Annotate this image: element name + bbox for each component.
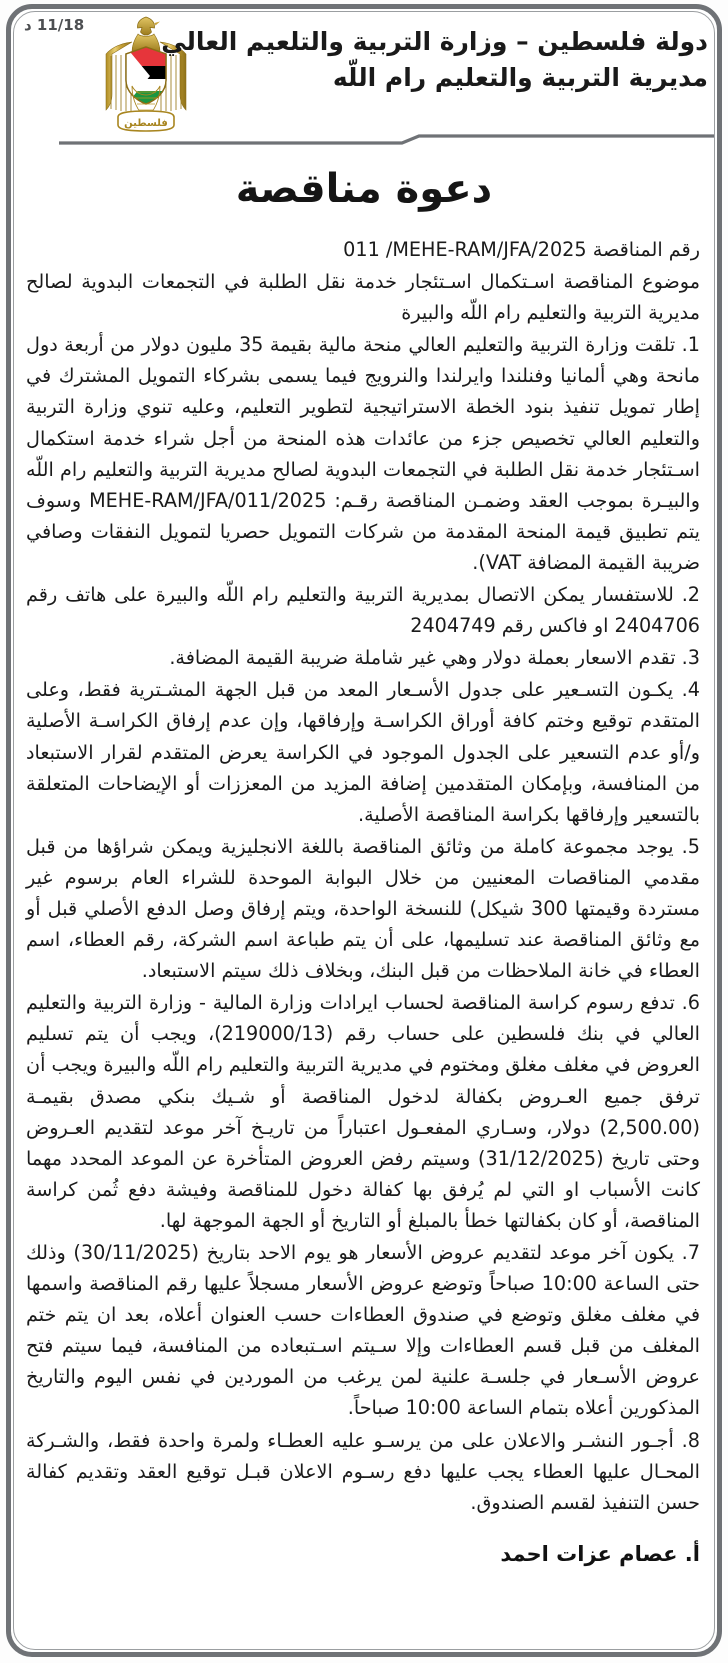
clause-number: 4. [681, 678, 700, 702]
clause-text: تدفع رسوم كراسة المناقصة لحساب ايرادات وزارة المالية - وزارة التربية والتعليم العالي في بنك فلسطين على حساب رقم (219000/13)، ويجب أن يتم تسليم العروض في مغلف مغلق ومختوم في مديرية التربية والتعليم رام اللّه والبيرة ويجب أن ترفق جميع العـروض بكفالة لدخول المناقصة أو شـيك بنكي مصدق بقيمـة (2,500.00) دولار، وسـاري المفعـول اعتباراً من تاريـخ آخر موعد لتقديم العـروض وحتى تاريخ (31/12/2025) وسيتم رفض العروض المتأخرة عن الموعد المحدد مهما كانت الأسباب او التي لم يُرفق بها كفالة دخول للمناقصة وفيشة دفع ثُمن كراسة المناقصة، أو كان بكفالتها خطأ بالمبلغ أو التاريخ أو الجهة الموجهة لها. [26, 991, 700, 1232]
document-body [14, 234, 714, 1518]
clause-3 [26, 642, 700, 673]
clause-text: يكون آخر موعد لتقديم عروض الأسعار هو يوم الاحد بتاريخ (30/11/2025) وذلك حتى الساعة 10:00 صباحاً وتوضع عروض الأسعار مسجلاً عليها رقم المناقصة واسمها في مغلف مغلق وتوضع في صندوق العطاءات حسب العنوان أعلاه، بعد ان يتم ختم المغلف من قبل قسم العطاءات وإلا سـيتم اسـتبعاده من المنافسة، فيما سيتم فتح عروض الأسـعار في جلسـة علنية لمن يرغب من الموردين في نفس اليوم والتاريخ المذكورين أعلاه بتمام الساعة 10:00 صباحاً. [26, 1241, 700, 1420]
clause-1 [26, 329, 700, 578]
clause-number: 5. [681, 834, 700, 858]
clause-7 [26, 1237, 700, 1424]
page-title: دعوة مناقصة [235, 166, 493, 212]
document-header [14, 8, 714, 136]
clause-number: 3. [681, 646, 700, 670]
clause-text: يوجد مجموعة كاملة من وثائق المناقصة باللغة الانجليزية ويمكن شراؤها من قبل مقدمي المناقصات المعنيين من خلال البوابة الموحدة للشراء العام برسوم غير مستردة وقيمتها 300 شيكل) للنسخة الواحدة، ويتم إرفاق وصل الدفع الأصلي قبل أو مع وثائق المناقصة عند تسليمها، على أن يتم طباعة اسم الشركة، رقم العطاء، اسم العطاء في خانة الملاحظات من قبل البنك، وبخلاف ذلك سيتم الاستبعاد. [26, 834, 700, 983]
clause-6 [26, 987, 700, 1236]
header-divider [14, 132, 714, 148]
document-content [14, 8, 714, 1653]
clause-2 [26, 579, 700, 641]
clause-number: 7. [681, 1241, 700, 1264]
tender-number-label: رقم المناقصة [592, 238, 700, 261]
page-number-marker: 11/18 د [24, 16, 85, 34]
clause-text: يكـون التسـعير على جدول الأسـعار المعد من قبل الجهة المشـترية فقط، وعلى المتقدم توقيع وختم كافة أوراق الكراسـة وإرفاقها، وإن عدم إرفاق الكراسـة الأصلية و/أو عدم التسعير على الجدول الموجود في الكراسة يعرض المتقدم لقرار الاستبعاد من المنافسة، وبإمكان المتقدمين إضافة المزيد من المعززات أو الإيضاحات المتعلقة بالتسعير وإرفاقها بكراسة المناقصة الأصلية. [26, 678, 700, 826]
ministry-heading [161, 24, 708, 97]
svg-text:فلسطين: فلسطين [124, 118, 168, 129]
clause-text: تلقت وزارة التربية والتعليم العالي منحة مالية بقيمة 35 مليون دولار من أربعة دول مانحة وهي ألمانيا وفنلندا وايرلندا والنرويج فيما يسمى بشركاء التمويل المشترك في إطار تمويل تنفيذ بنود الخطة الاستراتيجية لتطوير التعليم، وعليه تنوي وزارة التربية والتعليم العالي تخصيص جزء من عائدات هذه المنحة من أجل شراء خدمة استكمال اسـتئجار خدمة نقل الطلبة في التجمعات البدوية لصالح مديرية التربية والتعليم رام اللّه والبيـرة بموجب العقد وضمـن المناقصة رقـم: MEHE-RAM/JFA/011/2025 وسوف يتم تطبيق قيمة المنحة المقدمة من شركات التمويل حصريا لتمويل النفقات وصافي ضريبة القيمة المضافة VAT). [26, 333, 700, 574]
tender-number-line [26, 234, 700, 265]
clause-number: 1. [681, 333, 700, 357]
clause-8 [26, 1425, 700, 1518]
clause-5 [26, 831, 700, 986]
ministry-line-1: دولة فلسطين – وزارة التربية والتلعيم العالي [161, 27, 708, 56]
clause-number: 6. [681, 991, 700, 1015]
clause-4 [26, 674, 700, 829]
clause-text: للاستفسار يمكن الاتصال بمديرية التربية والتعليم رام اللّه والبيرة على هاتف رقم 2404706 او فاكس رقم 2404749 [26, 583, 700, 638]
clause-text: تقدم الاسعار بعملة دولار وهي غير شاملة ضريبة القيمة المضافة. [169, 646, 676, 670]
tender-number-value: 011 /MEHE-RAM/JFA/2025 [343, 238, 587, 261]
clause-number: 2. [681, 583, 701, 607]
signatory-name: أ. عصام عزات احمد [500, 1541, 700, 1566]
tender-subject: موضوع المناقصة اسـتكمال اسـتئجار خدمة نقل الطلبة في التجمعات البدوية لصالح مديرية التربية والتعليم رام اللّه والبيرة [26, 270, 700, 325]
clause-number: 8. [681, 1428, 700, 1452]
ministry-line-2: مديرية التربية والتعليم رام اللّه [332, 63, 708, 93]
clause-text: أجـور النشـر والاعلان على من يرسـو عليه العطـاء ولمرة واحدة فقط، والشـركة المحـال عليها العطاء يجب عليها دفع رسـوم الاعلان قبـل توقيع العقد وتقديم كفالة حسن التنفيذ لقسم الصندوق. [26, 1428, 700, 1514]
